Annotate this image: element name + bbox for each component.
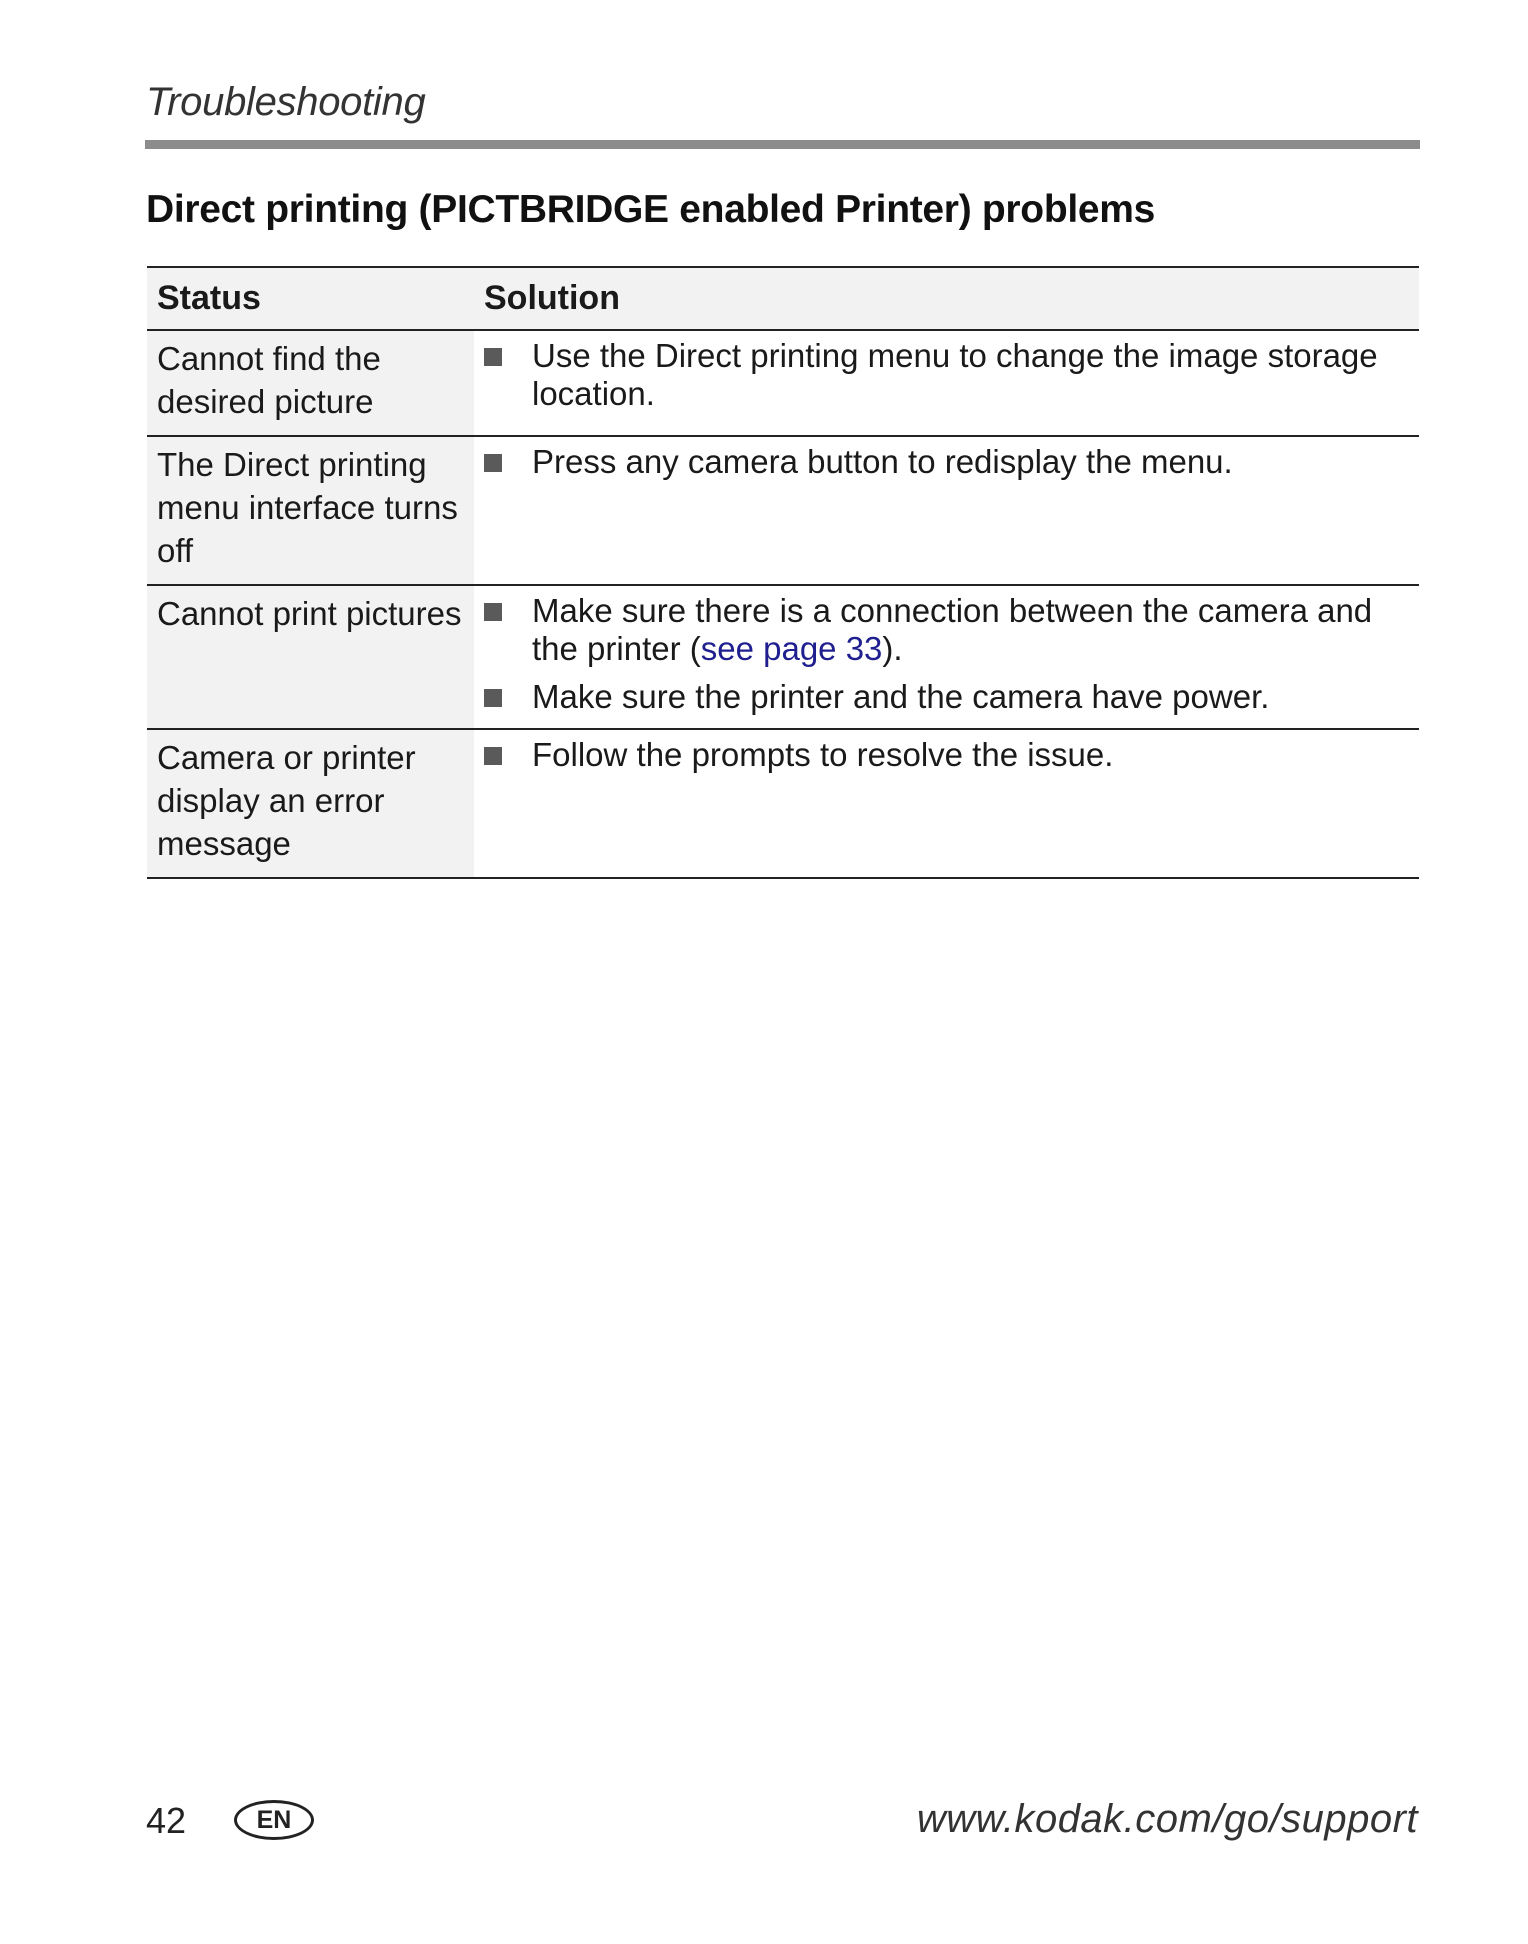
table-row — [147, 729, 1419, 878]
square-bullet-icon — [484, 689, 502, 707]
column-header-solution: Solution — [474, 267, 1419, 330]
troubleshooting-table — [147, 266, 1419, 879]
section-header: Troubleshooting — [146, 80, 426, 124]
header-rule — [145, 140, 1420, 149]
solution-cell — [474, 729, 1419, 878]
status-cell: The Direct printing menu interface turns off — [147, 436, 474, 585]
column-header-status: Status — [147, 267, 474, 330]
solution-text: Press any camera button to redisplay the menu. — [532, 443, 1233, 480]
square-bullet-icon — [484, 454, 502, 472]
page-number: 42 — [146, 1800, 187, 1841]
solution-text-before: Make sure there is a connection between the camera and the printer ( — [532, 592, 1373, 667]
page-title: Direct printing (PICTBRIDGE enabled Printer) problems — [146, 188, 1156, 231]
solution-item — [484, 337, 1409, 413]
square-bullet-icon — [484, 348, 502, 366]
solution-cell — [474, 330, 1419, 436]
see-page-link[interactable]: see page 33 — [700, 630, 883, 667]
status-cell: Camera or printer display an error message — [147, 729, 474, 878]
solution-cell — [474, 585, 1419, 729]
status-cell: Cannot print pictures — [147, 585, 474, 729]
solution-text — [532, 592, 1409, 668]
language-badge: EN — [234, 1800, 314, 1840]
solution-cell — [474, 436, 1419, 585]
table-row — [147, 585, 1419, 729]
support-url[interactable]: www.kodak.com/go/support — [916, 1797, 1418, 1841]
solution-item — [484, 736, 1409, 774]
solution-text: Make sure the printer and the camera have power. — [532, 678, 1270, 715]
solution-text-after: ). — [882, 630, 903, 667]
table-header-row — [147, 267, 1419, 330]
solution-item — [484, 443, 1409, 481]
square-bullet-icon — [484, 603, 502, 621]
solution-item — [484, 592, 1409, 668]
solution-text: Use the Direct printing menu to change the image storage location. — [532, 337, 1378, 412]
table-row — [147, 330, 1419, 436]
solution-text: Follow the prompts to resolve the issue. — [532, 736, 1114, 773]
square-bullet-icon — [484, 747, 502, 765]
solution-item — [484, 678, 1409, 716]
status-cell: Cannot find the desired picture — [147, 330, 474, 436]
table-row — [147, 436, 1419, 585]
